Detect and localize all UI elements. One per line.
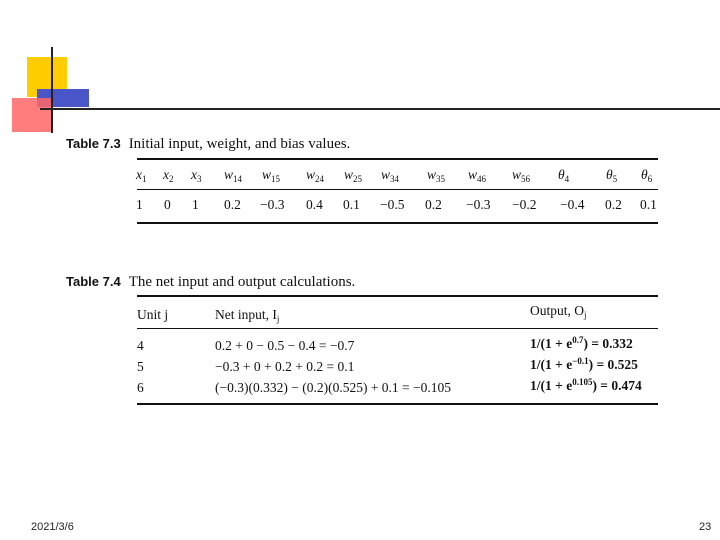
table-7-4-header-rule [137,328,658,329]
table-7-3-top-rule [137,158,658,160]
table-7-3-caption [66,136,350,153]
decor-vertical-line [51,47,53,133]
table-7-3-title: Initial input, weight, and bias values. [128,136,351,152]
table-7-3-header-cell: $w_{24}$ [306,167,325,184]
table-7-3-header-cell: $w_{56}$ [512,167,531,184]
table-7-3-header-cell: $w_{14}$ [224,167,243,184]
table-7-3-value-cell: 0.4 [306,197,323,212]
table-7-3-label: Table 7.3 [66,136,121,151]
table-7-3-value-cell: 0.2 [224,197,241,212]
table-7-4-label: Table 7.4 [66,274,121,289]
table-7-4-unit-cell: 6 [137,380,144,395]
table-7-4-output-cell: $1/(1 + e^{0.105}) = 0.474$ [530,377,642,393]
table-7-4-caption [66,274,355,291]
table-7-3-value-cell: 1 [136,197,143,212]
table-7-3-header-cell: $w_{15}$ [262,167,281,184]
decor-red-square [12,98,52,132]
table-7-4-top-rule [137,295,658,297]
table-7-4-header-unit: Unit j [137,307,169,322]
table-7-3-value-cell: 0.1 [343,197,360,212]
table-7-3-header-cell: $x_2$ [163,167,174,184]
table-7-3-header-cell: $w_{34}$ [381,167,400,184]
table-7-3-header-cell: $w_{46}$ [468,167,487,184]
table-7-3-value-cell: 0.2 [425,197,442,212]
slide-date: 2021/3/6 [31,521,74,533]
table-7-3-value-cell: −0.2 [512,197,537,212]
table-7-3-value-cell: −0.3 [260,197,285,212]
table-7-3-value-cell: 0 [164,197,171,212]
table-7-4-net-cell: 0.2 + 0 − 0.5 − 0.4 = −0.7 [215,338,355,353]
table-7-3-header-cell: $\theta_5$ [606,167,618,184]
table-7-3-value-cell: 0.2 [605,197,622,212]
table-7-4-output-cell: $1/(1 + e^{0.7}) = 0.332$ [530,335,633,351]
table-7-3-header-cell: $\theta_6$ [641,167,653,184]
table-7-4-output-cell: $1/(1 + e^{-0.1}) = 0.525$ [530,356,638,372]
table-7-3-value-cell: 0.1 [640,197,657,212]
table-7-4-net-cell: (−0.3)(0.332) − (0.2)(0.525) + 0.1 = −0.105 [215,380,452,395]
table-7-3-header-cell: $w_{35}$ [427,167,446,184]
table-7-3-header-rule [137,189,658,190]
table-7-4-unit-cell: 5 [137,359,144,374]
table-7-4-header-net-input: Net input, $I_j$ [215,307,280,324]
table-7-3-value-cell: −0.4 [560,197,585,212]
slide-page-number: 23 [699,521,712,533]
table-7-4-title: The net input and output calculations. [128,274,356,290]
table-7-3-header-cell: $x_3$ [191,167,202,184]
table-7-4-unit-cell: 4 [137,338,144,353]
table-7-3-value-cell: −0.3 [466,197,491,212]
table-7-4-bottom-rule [137,403,658,405]
table-7-3-header-cell: $\theta_4$ [558,167,570,184]
table-7-3-header-cell: $x_1$ [136,167,147,184]
table-7-3-header-cell: $w_{25}$ [344,167,363,184]
table-7-3-value-cell: 1 [192,197,199,212]
decor-horizontal-line [40,108,720,110]
table-7-4-net-cell: −0.3 + 0 + 0.2 + 0.2 = 0.1 [215,359,355,374]
table-7-3-value-cell: −0.5 [380,197,405,212]
table-7-3-bottom-rule [137,222,658,224]
table-7-4-header-output: Output, $O_j$ [530,303,587,320]
